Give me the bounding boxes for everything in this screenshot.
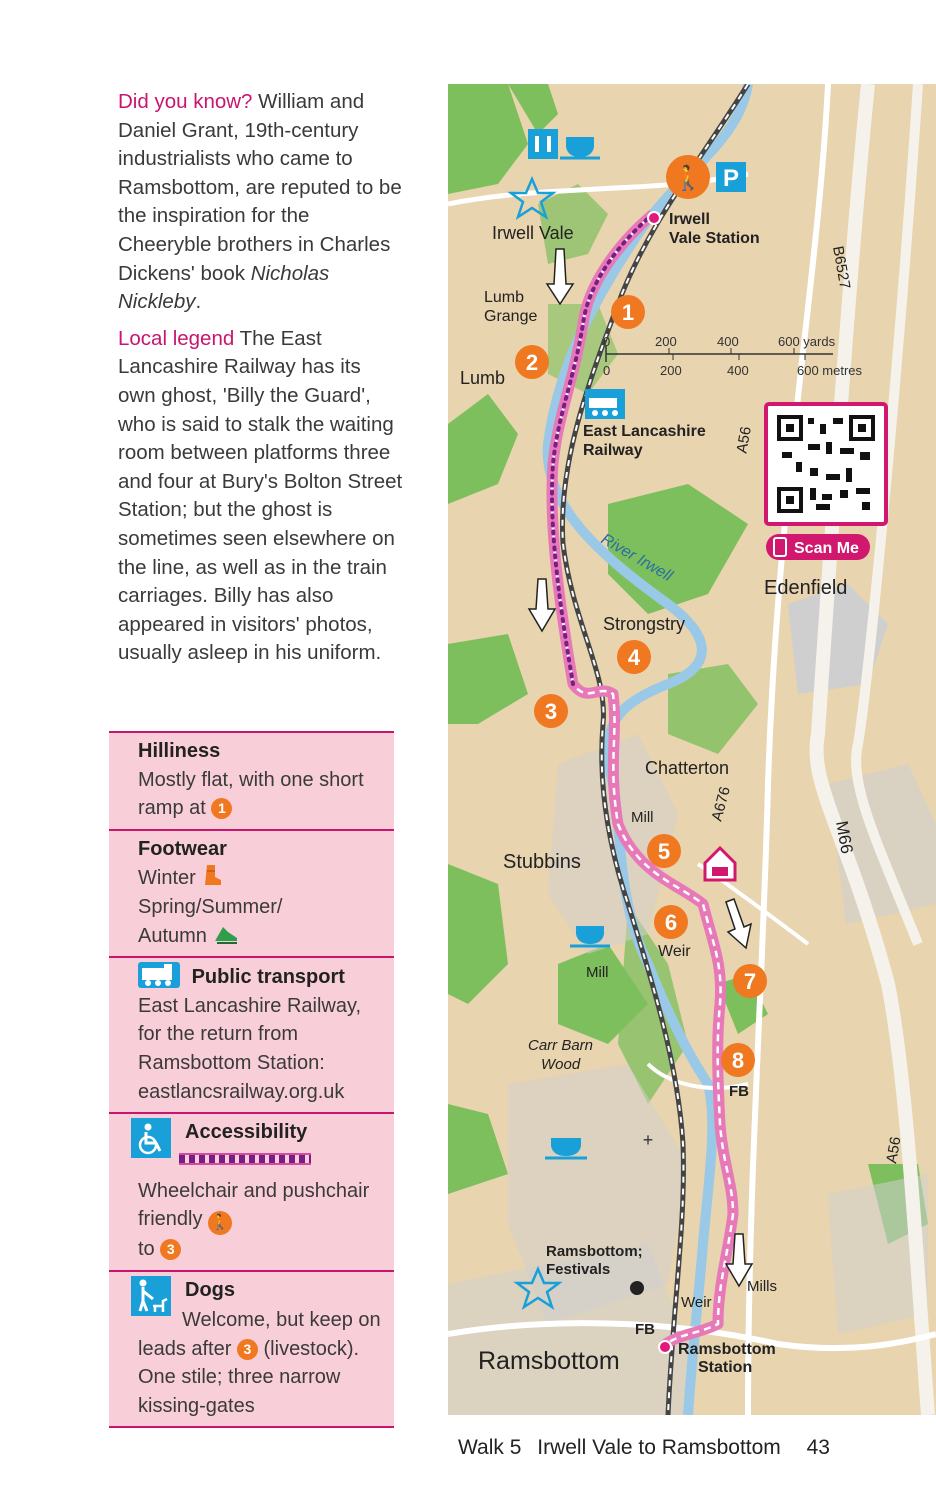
label-ramsbottom: Ramsbottom <box>478 1347 620 1375</box>
label-fb-2: FB <box>635 1321 655 1338</box>
label-a56-bottom: A56 <box>883 1135 905 1165</box>
accessibility-section <box>109 1114 394 1272</box>
walk-start-icon <box>666 155 710 199</box>
parking-label: P <box>722 165 740 192</box>
waypoint-8-label: 8 <box>731 1048 745 1073</box>
footwear-winter: Winter <box>138 867 196 890</box>
sidebar-text <box>118 88 403 676</box>
scale-yards-400: 400 <box>717 334 739 349</box>
waypoint-badge: 3 <box>160 1239 181 1260</box>
label-carr-barn-2: Wood <box>541 1056 581 1073</box>
label-mill-2: Mill <box>586 964 609 981</box>
label-stubbins: Stubbins <box>503 851 581 873</box>
accessibility-desc: Wheelchair and pushchair friendly <box>138 1179 370 1231</box>
footwear-spring: Spring/Summer/ <box>138 895 283 918</box>
label-rams-station-1: Ramsbottom <box>678 1341 776 1358</box>
transport-section <box>109 958 394 1114</box>
label-a676: A676 <box>708 784 734 824</box>
hilliness-title: Hilliness <box>138 740 221 762</box>
did-you-know-heading: Did you know? <box>118 90 253 113</box>
transport-text: East Lancashire Railway, for the return from Ramsbottom Station: <box>138 994 362 1074</box>
local-legend-para <box>118 325 403 668</box>
waypoint-2-label: 2 <box>525 350 539 375</box>
did-you-know-text: William and Daniel Grant, 19th-century industrialists who came to Ramsbottom, are reputed to be the inspiration for the Cheeryble brothers in Charles Dickens' book <box>118 90 402 285</box>
label-mill-1: Mill <box>631 809 654 826</box>
transport-title: Public transport <box>191 966 345 989</box>
accessibility-text <box>138 1177 388 1264</box>
dogs-title: Dogs <box>185 1278 235 1301</box>
scale-yards-600: 600 yards <box>778 334 836 349</box>
scan-me-label[interactable]: Scan Me <box>794 540 859 557</box>
label-weir-1: Weir <box>658 943 691 960</box>
dogs-desc-2: (livestock). One stile; three narrow kissing-gates <box>138 1337 360 1417</box>
local-legend-text: The East Lancashire Railway has its own ghost, 'Billy the Guard', who is said to stalk the waiting room between platforms three and four at Bury's Bolton Street Station; but the ghost is sometimes seen elsewhere on the line, as well as in the train carriages. Billy has also appeared in visitors' photos, usually asleep in his uniform. <box>118 326 403 665</box>
label-rams-station-2: Station <box>698 1359 753 1376</box>
label-lumb-grange-2: Grange <box>484 308 538 325</box>
hilliness-text: Mostly flat, with one short ramp at <box>138 768 364 820</box>
hilliness-section <box>109 733 394 831</box>
did-you-know-end: . <box>195 290 202 314</box>
transport-url[interactable]: eastlancsrailway.org.uk <box>138 1080 345 1103</box>
scale-metres-200: 200 <box>660 363 682 378</box>
steam-train-icon <box>585 389 625 419</box>
festival-marker <box>630 1281 644 1295</box>
walker-icon: 🚶 <box>208 1211 232 1235</box>
label-m66: M66 <box>832 819 857 856</box>
waypoint-7 <box>733 964 767 998</box>
waypoint-2 <box>515 345 549 379</box>
church-icon: + <box>642 1130 654 1150</box>
label-lumb: Lumb <box>460 368 506 388</box>
label-mills: Mills <box>747 1278 777 1295</box>
label-fb-1: FB <box>729 1083 749 1100</box>
label-elr-2: Railway <box>583 442 643 459</box>
label-strongstry: Strongstry <box>603 614 686 634</box>
footwear-autumn: Autumn <box>138 924 207 947</box>
local-legend-heading: Local legend <box>118 326 235 350</box>
did-you-know-para <box>118 88 403 317</box>
page-footer <box>458 1436 830 1460</box>
waypoint-1 <box>611 295 645 329</box>
footwear-section <box>109 831 394 958</box>
waypoint-4-label: 4 <box>627 645 641 670</box>
label-a56-top: A56 <box>733 425 755 455</box>
accessible-route-key <box>179 1153 311 1165</box>
page-number: 43 <box>806 1436 830 1459</box>
waypoint-1-label: 1 <box>621 300 635 325</box>
waypoint-3-label: 3 <box>544 699 558 724</box>
svg-text:🚶: 🚶 <box>673 165 703 192</box>
label-elr-1: East Lancashire <box>583 423 706 440</box>
trainer-icon <box>213 923 239 945</box>
boot-icon <box>201 863 225 887</box>
toilets-icon <box>528 129 558 159</box>
parking-icon <box>716 162 746 192</box>
label-b6527: B6527 <box>829 244 854 291</box>
accessibility-to: to <box>138 1238 155 1261</box>
dogs-text <box>138 1306 388 1420</box>
dogs-desc-1: Welcome, but keep on leads after <box>138 1308 381 1360</box>
label-weir-2: Weir <box>681 1294 712 1311</box>
label-festivals-2: Festivals <box>546 1261 611 1278</box>
book-title: Nicholas Nickleby <box>118 261 330 314</box>
scale-metres-400: 400 <box>727 363 749 378</box>
label-irwell-station-2: Vale Station <box>669 230 760 247</box>
dogs-section <box>109 1272 394 1426</box>
wheelchair-icon <box>131 1118 171 1158</box>
waypoint-5 <box>647 834 681 868</box>
label-chatterton: Chatterton <box>645 758 730 778</box>
scale-yards-200: 200 <box>655 334 677 349</box>
scale-metres-600: 600 metres <box>797 363 863 378</box>
station-marker <box>648 212 660 224</box>
label-river-irwell: River Irwell <box>598 530 676 586</box>
walk-info-table <box>109 731 394 1428</box>
dog-walker-icon <box>131 1276 171 1316</box>
map-svg <box>448 84 936 1415</box>
footer-walk-number: Walk 5 <box>458 1436 522 1459</box>
station-marker <box>659 1341 671 1353</box>
waypoint-5-label: 5 <box>657 839 671 864</box>
waypoint-3 <box>534 694 568 728</box>
label-festivals-1: Ramsbottom; <box>546 1243 643 1260</box>
label-irwell-vale: Irwell Vale <box>492 223 574 243</box>
label-irwell-station-1: Irwell <box>669 211 710 228</box>
waypoint-6 <box>654 905 688 939</box>
scale-yards-0: 0 <box>603 334 611 349</box>
label-lumb-grange-1: Lumb <box>484 289 525 306</box>
label-carr-barn-1: Carr Barn <box>528 1037 594 1054</box>
waypoint-8 <box>721 1043 755 1077</box>
scale-metres-0: 0 <box>603 363 611 378</box>
waypoint-badge: 3 <box>237 1339 258 1360</box>
train-icon <box>138 962 180 988</box>
label-edenfield: Edenfield <box>764 577 848 599</box>
accessibility-title: Accessibility <box>185 1121 308 1144</box>
waypoint-4 <box>617 640 651 674</box>
route-map <box>448 84 936 1415</box>
waypoint-6-label: 6 <box>664 910 678 935</box>
footer-walk-title: Irwell Vale to Ramsbottom <box>537 1436 781 1459</box>
waypoint-7-label: 7 <box>743 969 757 994</box>
footwear-title: Footwear <box>138 837 227 860</box>
waypoint-badge: 1 <box>211 798 232 819</box>
